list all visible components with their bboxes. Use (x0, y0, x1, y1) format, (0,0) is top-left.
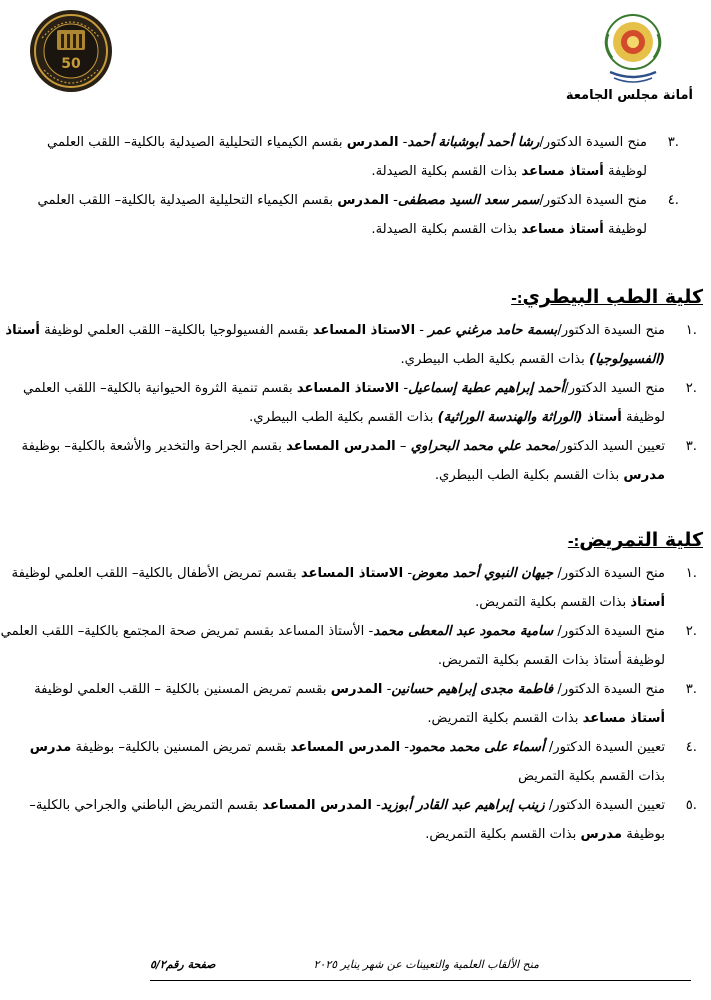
new-title: أستاذ مساعد (521, 222, 604, 237)
separator: - (415, 323, 429, 338)
page-number: صفحة رقم٥/٢ (150, 958, 216, 971)
section-title (0, 523, 711, 559)
new-title: أستاذ (5, 323, 40, 338)
item-details: بقسم التمريض الباطني والجراحي بالكلية– بوظيفة (29, 798, 665, 842)
current-role: المدرس (330, 682, 383, 697)
item-end: بذات القسم بكلية الطب البيطري. (400, 352, 590, 367)
list-item (18, 128, 693, 186)
new-title: أستاذ مساعد (521, 164, 604, 179)
item-prefix: منح السيدة الدكتور/ (557, 323, 665, 338)
separator: - (403, 566, 413, 581)
list-item (0, 675, 711, 733)
current-role: الاستاذ المساعد (312, 323, 416, 338)
item-number: .٣ (667, 135, 679, 150)
item-end: بذات القسم بكلية الطب البيطري. (249, 410, 438, 425)
separator: - (399, 381, 409, 396)
item-details: بقسم تنمية الثروة الحيوانية بالكلية– اللقب العلمي لوظيفة (23, 381, 665, 425)
separator: – (395, 439, 411, 454)
current-role: الاستاذ المساعد (296, 381, 400, 396)
current-role: المدرس (337, 193, 389, 208)
list-item (0, 733, 711, 791)
person-name: فاطمة مجدى إبراهيم حسانين (391, 682, 554, 697)
separator: - (382, 682, 392, 697)
new-title: أستاذ (587, 410, 622, 425)
anniversary-50-emblem-icon (28, 8, 114, 94)
item-end: بذات القسم بكلية التمريض. (437, 653, 594, 668)
item-number: .١ (685, 323, 697, 338)
separator: - (371, 798, 381, 813)
item-prefix: تعيين السيدة الدكتور/ (544, 798, 665, 813)
item-prefix: منح السيدة الدكتور/ (553, 682, 665, 697)
specialization: (الفسيولوجيا) (589, 352, 665, 367)
item-prefix: تعيين السيد الدكتور/ (555, 439, 665, 454)
item-prefix: منح السيدة الدكتور/ (553, 624, 665, 639)
person-name: أسماء على محمد محمود (409, 740, 545, 755)
current-role: الاستاذ المساعد (300, 566, 404, 581)
section-title (0, 280, 711, 316)
current-role: الأستاذ المساعد (278, 624, 365, 639)
item-number: .٢ (685, 624, 697, 639)
separator: - (364, 624, 374, 639)
svg-text:50: 50 (61, 56, 81, 72)
nursing-section (0, 523, 711, 849)
document-body (18, 128, 693, 244)
specialization: (الوراثة والهندسة الوراثية) (437, 410, 588, 425)
item-prefix: منح السيدة الدكتور/ (539, 135, 647, 150)
university-seal-icon (598, 12, 668, 84)
person-name: زينب إبراهيم عبد القادر أبوزيد (380, 798, 545, 813)
item-details: بقسم الفسيولوجيا بالكلية– اللقب العلمي لوظيفة (39, 323, 313, 338)
new-title: مدرس (580, 827, 623, 842)
person-name: سامية محمود عبد المعطى محمد (373, 624, 554, 639)
list-item (0, 374, 711, 432)
item-number: .١ (685, 566, 697, 581)
item-prefix: منح السيدة الدكتور/ (553, 566, 665, 581)
list-item (0, 559, 711, 617)
current-role: المدرس المساعد (290, 740, 401, 755)
current-role: المدرس المساعد (286, 439, 396, 454)
item-prefix: منح السيدة الدكتور/ (539, 193, 647, 208)
item-end: بذات القسم بكلية الصيدلة. (371, 164, 522, 179)
separator: - (388, 193, 398, 208)
item-prefix: تعيين السيدة الدكتور/ (544, 740, 665, 755)
item-number: .٤ (667, 193, 679, 208)
item-end: بذات القسم بكلية الصيدلة. (371, 222, 522, 237)
item-number: .٣ (685, 439, 697, 454)
person-name: محمد علي محمد البحراوي (410, 439, 556, 454)
list-item (0, 791, 711, 849)
item-prefix: منح السيد الدكتور/ (564, 381, 665, 396)
item-end: بذات القسم بكلية التمريض. (425, 827, 581, 842)
separator: - (400, 740, 410, 755)
list-item (0, 316, 711, 374)
footer-title: منح الألقاب العلمية والتعيينات عن شهر يناير ٢٠٢٥ (313, 958, 539, 971)
list-item (0, 432, 711, 490)
item-end: بذات القسم بكلية الطب البيطري. (434, 468, 624, 483)
vet-section (0, 280, 711, 490)
separator: - (398, 135, 408, 150)
item-details: بقسم تمريض صحة المجتمع بالكلية– اللقب العلمي لوظيفة (0, 624, 665, 668)
section-title-tail: :- (511, 291, 523, 307)
item-details: بقسم الكيمياء التحليلية الصيدلية بالكلية– اللقب العلمي لوظيفة (47, 135, 647, 179)
item-details: بقسم الجراحة والتخدير والأشعة بالكلية– بوظيفة (21, 439, 287, 454)
footer-divider (150, 980, 691, 981)
current-role: المدرس (346, 135, 399, 150)
item-number: .٢ (685, 381, 697, 396)
item-end: بذات القسم بكلية التمريض (518, 769, 665, 784)
item-details: بقسم تمريض المسنين بالكلية– بوظيفة (71, 740, 291, 755)
person-name: رشا أحمد أبوشبانة أحمد (407, 135, 540, 150)
list-item (0, 617, 711, 675)
new-title: مدرس (29, 740, 72, 755)
council-label: أمانة مجلس الجامعة (565, 88, 693, 103)
current-role: المدرس المساعد (262, 798, 372, 813)
person-name: جيهان النبوي أحمد معوض (412, 566, 554, 581)
person-name: بسمة حامد مرغني عمر (428, 323, 558, 338)
new-title: أستاذ (630, 595, 665, 610)
item-end: بذات القسم بكلية التمريض. (475, 595, 631, 610)
new-title: مدرس (623, 468, 665, 483)
item-number: .٣ (685, 682, 697, 697)
pharmacy-list (18, 128, 693, 244)
section-title-tail: :- (567, 534, 580, 550)
item-end: بذات القسم بكلية التمريض. (427, 711, 583, 726)
list-item (18, 186, 693, 244)
person-name: أحمد إبراهيم عطية إسماعيل (408, 381, 565, 396)
new-title: أستاذ (593, 653, 622, 668)
section-title-text: كلية التمريض (579, 529, 703, 551)
new-title: أستاذ مساعد (582, 711, 665, 726)
item-details: بقسم تمريض المسنين بالكلية – اللقب العلمي لوظيفة (34, 682, 331, 697)
item-details: بقسم تمريض الأطفال بالكلية– اللقب العلمي لوظيفة (11, 566, 301, 581)
item-details: بقسم الكيمياء التحليلية الصيدلية بالكلية– اللقب العلمي لوظيفة (37, 193, 647, 237)
item-number: .٤ (685, 740, 697, 755)
person-name: سمر سعد السيد مصطفى (397, 193, 540, 208)
section-title-text: كلية الطب البيطري (522, 286, 703, 308)
item-number: .٥ (685, 798, 697, 813)
